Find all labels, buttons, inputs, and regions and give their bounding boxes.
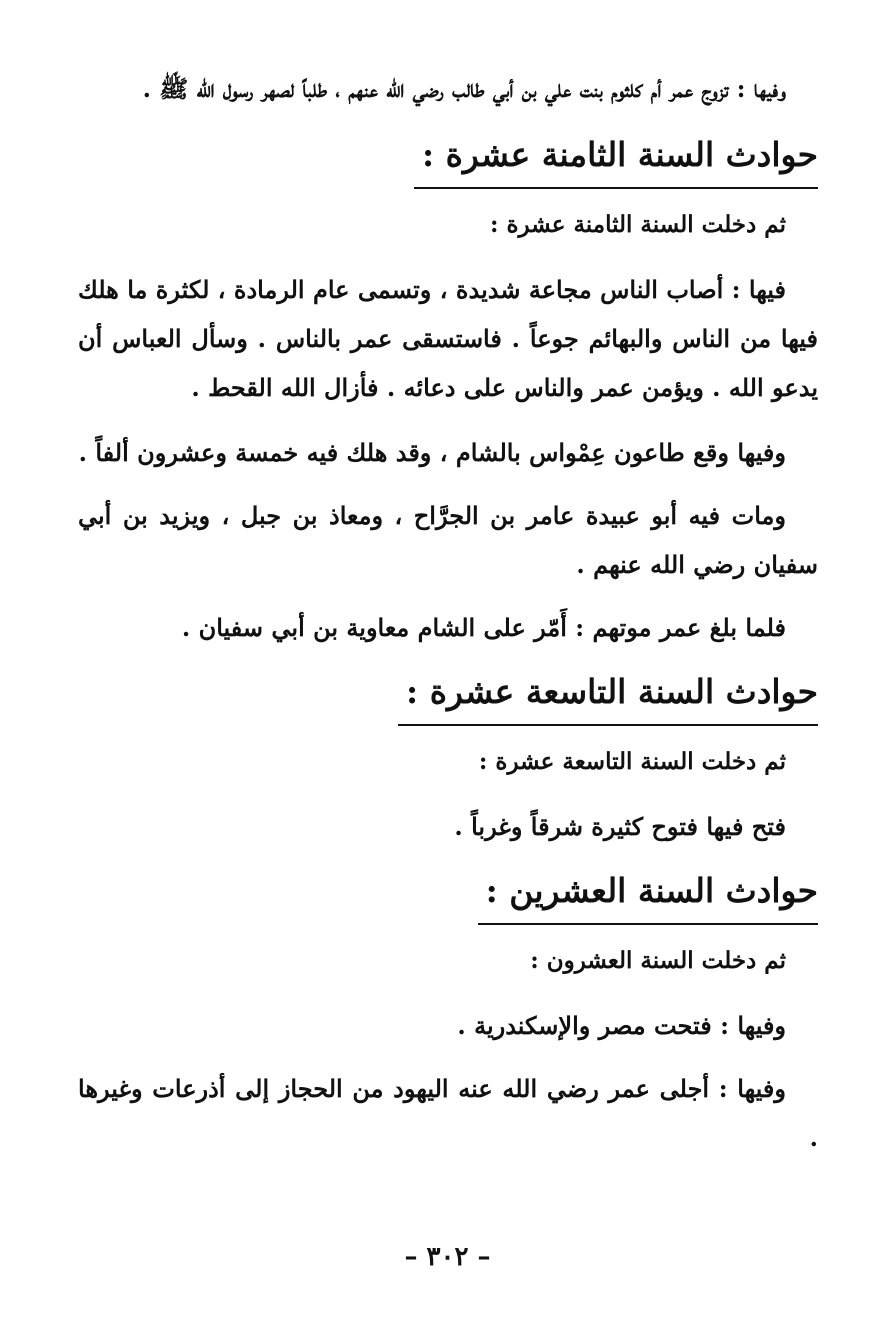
page-body [78,64,818,1176]
paragraph-expulsion: وفيها : أجلى عمر رضي الله عنه اليهود من الحجاز إلى أذرعات وغيرها . [78,1074,818,1152]
paragraph-marriage: وفيها : تزوج عمر أم كلثوم بنت علي بن أبي طالب رضي الله عنهم ، طلباً لصهر رسول الله ﷺ . [142,74,786,103]
intro-year-20: ثم دخلت السنة العشرون : [530,947,786,974]
heading-wrap-year-18 [78,129,818,189]
intro-year-18: ثم دخلت السنة الثامنة عشرة : [489,211,786,238]
paragraph-deaths: ومات فيه أبو عبيدة عامر بن الجرَّاح ، ومعاذ بن جبل ، ويزيد بن أبي سفيان رضي الله عنهم . [78,501,818,579]
heading-year-18: حوادث السنة الثامنة عشرة : [414,129,818,189]
heading-wrap-year-20 [78,865,818,925]
paragraph-conquests: فتح فيها فتوح كثيرة شرقاً وغرباً . [454,812,786,841]
paragraph-plague: وفيها وقع طاعون عِمْواس بالشام ، وقد هلك فيه خمسة وعشرون ألفاً . [78,438,786,467]
heading-wrap-year-19 [78,666,818,726]
heading-year-19: حوادث السنة التاسعة عشرة : [398,666,818,726]
paragraph-famine: فيها : أصاب الناس مجاعة شديدة ، وتسمى عام الرمادة ، لكثرة ما هلك فيها من الناس والبهائم جوعاً . فاستسقى عمر بالناس . وسأل العباس أن يدعو الله . ويؤمن عمر والناس على دعائه . فأزال الله القحط . [78,275,818,402]
paragraph-muawiya: فلما بلغ عمر موتهم : أَمّر على الشام معاوية بن أبي سفيان . [181,613,786,642]
paragraph-egypt: وفيها : فتحت مصر والإسكندرية . [457,1011,786,1040]
page-number: – ٣٠٢ – [404,1242,491,1272]
heading-year-20: حوادث السنة العشرين : [478,865,818,925]
intro-year-19: ثم دخلت السنة التاسعة عشرة : [478,748,786,775]
